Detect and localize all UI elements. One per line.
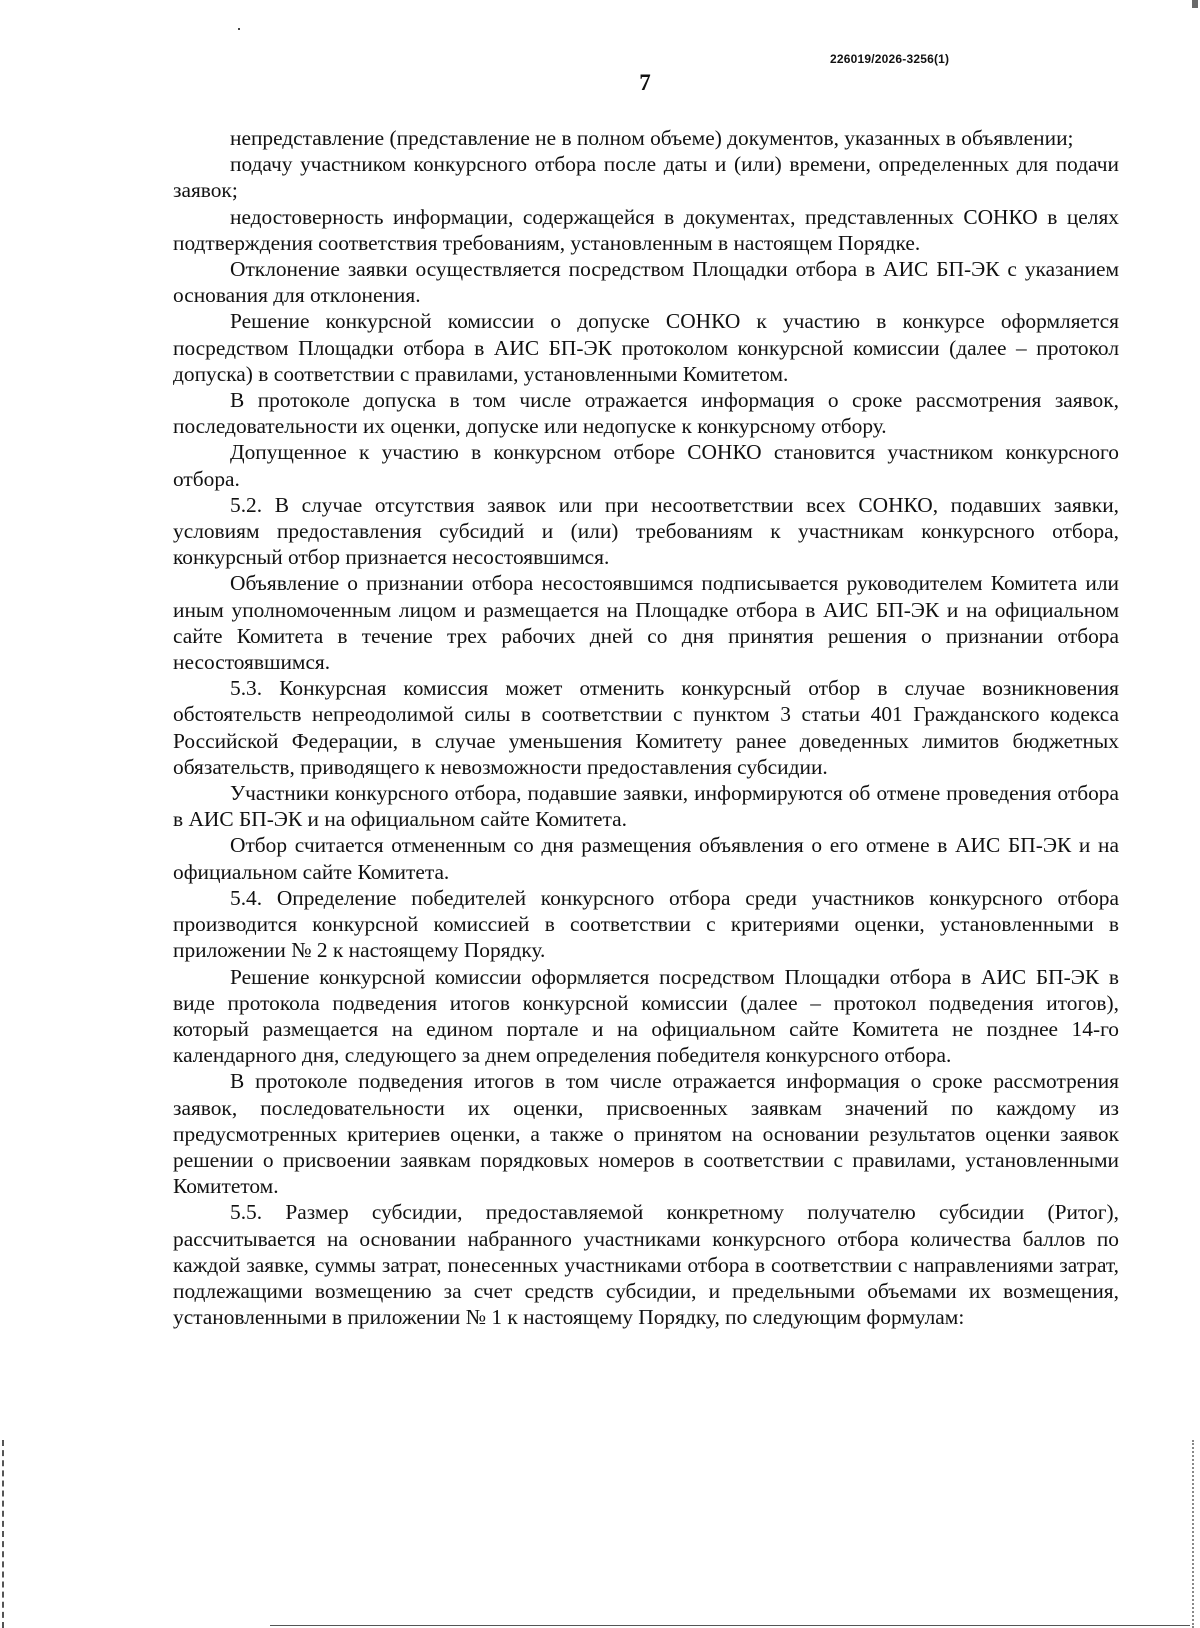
paragraph: Отбор считается отмененным со дня размещения объявления о его отмене в АИС БП-ЭК и на официальном сайте Комитета. xyxy=(173,833,1119,884)
paragraph: В протоколе допуска в том числе отражается информация о сроке рассмотрения заявок, последовательности их оценки, допуске или недопуске к конкурсному отбору. xyxy=(173,388,1119,439)
paragraph: Отклонение заявки осуществляется посредством Площадки отбора в АИС БП-ЭК с указанием основания для отклонения. xyxy=(173,257,1119,308)
paragraph: Объявление о признании отбора несостоявшимся подписывается руководителем Комитета или иным уполномоченным лицом и размещается на Площадке отбора в АИС БП-ЭК и на официальном сайте Комитета в течение трех рабочих дней со дня принятия решения о признании отбора несостоявшимся. xyxy=(173,571,1119,675)
scan-artifact-dot xyxy=(238,28,240,30)
paragraph: В протоколе подведения итогов в том числе отражается информация о сроке рассмотрения заявок, последовательности их оценки, присвоенных заявкам значений по каждому из предусмотренных критериев оценки, а также о принятом на основании результатов оценки заявок решении о присвоении заявкам порядковых номеров в соответствии с правилами, установленными Комитетом. xyxy=(173,1069,1119,1199)
scan-artifact-left-edge xyxy=(2,1440,4,1628)
document-number: 226019/2026-3256(1) xyxy=(830,52,950,66)
paragraph: недостоверность информации, содержащейся в документах, представленных СОНКО в целях подтверждения соответствия требованиям, установленным в настоящем Порядке. xyxy=(173,204,1119,255)
paragraph: 5.5. Размер субсидии, предоставляемой конкретному получателю субсидии (Ритог), рассчитывается на основании набранного участниками конкурсного отбора количества баллов по каждой заявке, суммы затрат, понесенных участниками отбора в соответствии с направлениями затрат, подлежащими возмещению за счет средств субсидии, и предельными объемами их возмещения, установленными в приложении № 1 к настоящему Порядку, по следующим формулам: xyxy=(173,1200,1119,1330)
scan-artifact-bottom-line xyxy=(270,1625,1190,1626)
scan-artifact-right-edge xyxy=(1192,1440,1194,1628)
paragraph: 5.3. Конкурсная комиссия может отменить конкурсный отбор в случае возникновения обстоятельств непреодолимой силы в соответствии с пунктом 3 статьи 401 Гражданского кодекса Российской Федерации, в случае уменьшения Комитету ранее доведенных лимитов бюджетных обязательств, приводящего к невозможности предоставления субсидии. xyxy=(173,676,1119,779)
paragraph: Участники конкурсного отбора, подавшие заявки, информируются об отмене проведения отбора в АИС БП-ЭК и на официальном сайте Комитета. xyxy=(173,781,1119,832)
paragraph: непредставление (представление не в полном объеме) документов, указанных в объявлении; xyxy=(230,126,1074,150)
paragraph: подачу участником конкурсного отбора после даты и (или) времени, определенных для подачи заявок; xyxy=(173,152,1119,203)
scan-artifact-top-right xyxy=(1192,0,1198,8)
paragraph: Решение конкурсной комиссии о допуске СОНКО к участию в конкурсе оформляется посредством Площадки отбора в АИС БП-ЭК протоколом конкурсной комиссии (далее – протокол допуска) в соответствии с правилами, установленными Комитетом. xyxy=(173,309,1119,386)
document-body xyxy=(173,125,1119,1330)
paragraph: 5.4. Определение победителей конкурсного отбора среди участников конкурсного отбора производится конкурсной комиссией в соответствии с критериями оценки, установленными в приложении № 2 к настоящему Порядку. xyxy=(173,885,1119,963)
paragraph: Допущенное к участию в конкурсном отборе СОНКО становится участником конкурсного отбора. xyxy=(173,440,1119,491)
paragraph: Решение конкурсной комиссии оформляется посредством Площадки отбора в АИС БП-ЭК в виде протокола подведения итогов конкурсной комиссии (далее – протокол подведения итогов), который размещается на едином портале и на официальном сайте Комитета не позднее 14-го календарного дня, следующего за днем определения победителя конкурсного отбора. xyxy=(173,964,1119,1068)
page-number: 7 xyxy=(639,70,651,95)
paragraph: 5.2. В случае отсутствия заявок или при несоответствии всех СОНКО, подавших заявки, условиям предоставления субсидий и (или) требованиям к участникам конкурсного отбора, конкурсный отбор признается несостоявшимся. xyxy=(173,492,1119,570)
